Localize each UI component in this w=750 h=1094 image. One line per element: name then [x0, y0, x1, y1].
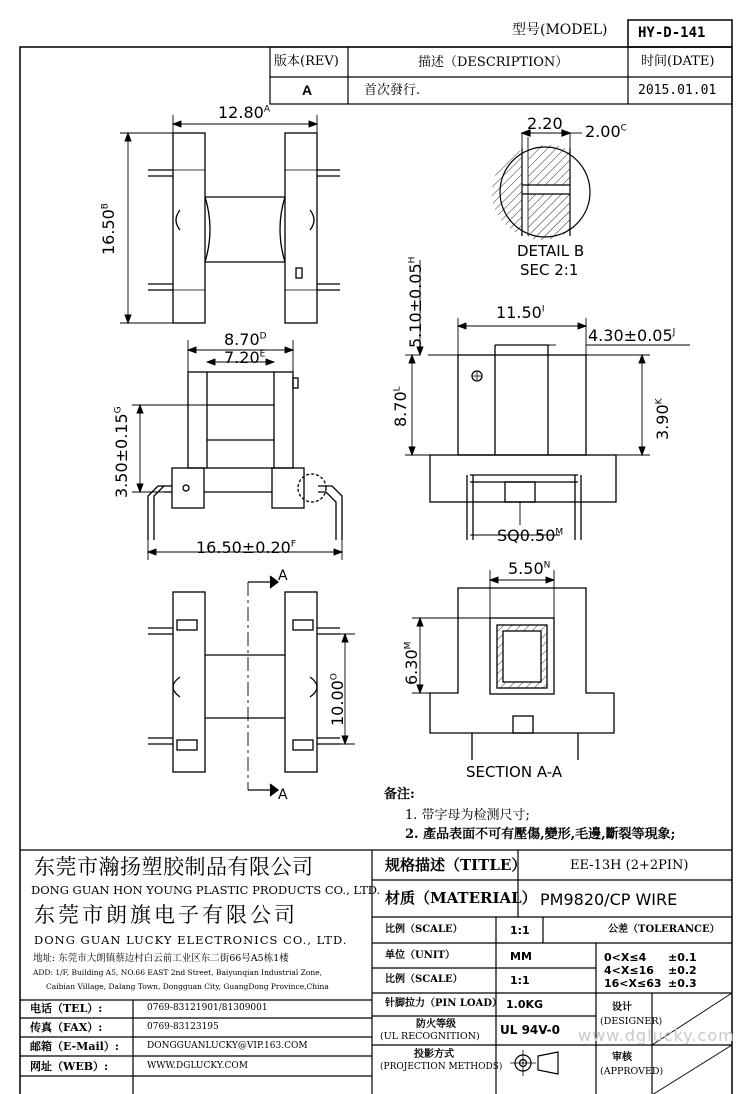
title-value: EE-13H (2+2PIN) — [570, 858, 689, 873]
scale-value: 1:1 — [510, 924, 530, 937]
watermark: www.dglucky.com — [578, 1026, 735, 1045]
title-label: 规格描述（TITLE） — [385, 856, 527, 874]
desc-value: 首次發行. — [364, 83, 421, 98]
dim-side-sq: $SQ0.50^M$ — [497, 526, 564, 545]
dim-section-w: $5.50^N$ — [508, 559, 551, 578]
rev-header: 版本(REV) — [274, 54, 339, 69]
dim-side-vertical: $5.10\pm 0.05^H$ — [406, 256, 425, 348]
company-en1: DONG GUAN HON YOUNG PLASTIC PRODUCTS CO., LTD. — [31, 883, 381, 897]
tol3-range: 16<X≤63 — [604, 977, 662, 990]
rev-value: A — [302, 82, 313, 98]
marker-i: I — [541, 304, 545, 315]
designer-label2: (DESIGNER) — [600, 1016, 663, 1027]
section-marker-bottom: A — [278, 787, 288, 803]
marker-k: K — [654, 398, 665, 405]
fax-value: 0769-83123195 — [147, 1022, 219, 1032]
company-cn2: 东莞市朗旗电子有限公司 — [34, 903, 298, 927]
top-view — [148, 133, 340, 323]
scale-label: 比例（SCALE） — [385, 924, 463, 935]
projection-symbol-icon — [510, 1050, 558, 1076]
top-view-dims — [120, 115, 317, 323]
section-title: SECTION A-A — [466, 763, 563, 781]
dim-side-w2: $4.30\pm 0.05^J$ — [588, 326, 676, 345]
dim-front-w1: $8.70^D$ — [224, 330, 267, 349]
web-label: 网址（WEB）: — [30, 1060, 109, 1073]
tol1-range: 0<X≤4 — [604, 951, 647, 964]
marker-b: B — [100, 203, 111, 210]
dim-side-h2: $3.90^K$ — [653, 398, 672, 440]
company-cn1: 东莞市瀚扬塑胶制品有限公司 — [34, 855, 314, 879]
date-value: 2015.01.01 — [638, 83, 717, 98]
material-value: PM9820/CP WIRE — [540, 890, 678, 909]
web-value[interactable]: WWW.DGLUCKY.COM — [147, 1061, 249, 1071]
unit-label: 单位（UNIT） — [385, 950, 455, 961]
projection-label2: (PROJECTION METHODS) — [380, 1062, 503, 1072]
dim-front-h: $3.50\pm 0.15^G$ — [112, 406, 131, 498]
side-view — [430, 345, 616, 540]
tol2-value: ±0.2 — [668, 964, 697, 977]
marker-j: J — [672, 327, 676, 338]
material-label: 材质（MATERIAL） — [385, 889, 537, 907]
model-label: 型号(MODEL) — [512, 22, 608, 38]
approved-label1: 审核 — [612, 1052, 632, 1063]
marker-d: D — [259, 331, 267, 342]
scale2-value: 1:1 — [510, 974, 530, 987]
notes-line1: 1. 带字母为检测尺寸; — [405, 808, 530, 823]
dim-top-height: $16.50^B$ — [99, 203, 118, 255]
company-addr-cn: 地址: 东莞市大朗镇蔡边村白云前工业区东二街66号A5栋1楼 — [33, 953, 289, 964]
marker-g: G — [113, 406, 124, 414]
marker-h: H — [407, 256, 418, 264]
detail-title: DETAIL B — [517, 242, 585, 260]
tel-value: 0769-83121901/81309001 — [147, 1003, 268, 1013]
desc-header: 描述（DESCRIPTION） — [418, 55, 569, 70]
dim-detail-w1: 2.20 — [527, 114, 563, 133]
tol3-value: ±0.3 — [668, 977, 697, 990]
detail-scale: SEC 2:1 — [520, 261, 579, 279]
email-value[interactable]: DONGGUANLUCKY@VIP.163.COM — [147, 1041, 308, 1051]
fire-label2: (UL RECOGNITION) — [380, 1031, 480, 1042]
detail-b-view — [492, 130, 590, 240]
notes-title: 备注: — [384, 787, 415, 802]
fax-label: 传真（FAX）: — [30, 1021, 103, 1034]
dim-detail-w2: $2.00^C$ — [585, 122, 627, 141]
front-view — [148, 372, 342, 540]
marker-m: M — [555, 527, 564, 538]
fire-value: UL 94V-0 — [500, 1023, 561, 1037]
bottom-view — [148, 576, 340, 796]
email-label: 邮箱（E-Mail）: — [30, 1040, 119, 1053]
tel-label: 电话（TEL）: — [30, 1002, 103, 1015]
projection-label1: 投影方式 — [414, 1049, 454, 1060]
marker-c: C — [620, 123, 627, 134]
company-en2: DONG GUAN LUCKY ELECTRONICS CO., LTD. — [34, 933, 348, 947]
marker-e: E — [259, 349, 266, 360]
marker-l: L — [392, 386, 403, 392]
dim-front-w2: $7.20^E$ — [224, 348, 266, 367]
scale2-label: 比例（SCALE） — [385, 974, 463, 985]
section-view — [430, 588, 614, 760]
date-header: 时间(DATE) — [641, 54, 715, 69]
dim-side-w: $11.50^I$ — [496, 303, 545, 322]
tol1-value: ±0.1 — [668, 951, 697, 964]
approved-label2: (APPROVED) — [600, 1066, 664, 1077]
dim-front-bottom: $16.50\pm 0.20^F$ — [196, 538, 297, 557]
model-value: HY-D-141 — [638, 25, 706, 41]
dim-side-h1: $8.70^L$ — [391, 386, 410, 427]
dim-bottom-h: $10.00^O$ — [328, 673, 347, 726]
dim-section-h: $6.30^M$ — [402, 641, 421, 685]
pinload-value: 1.0KG — [506, 998, 544, 1011]
company-addr-en2: Caibian Village, Dalang Town, Dongguan City, GuangDong Province,China — [46, 982, 329, 991]
marker-m2: M — [403, 641, 414, 650]
front-view-dims — [132, 340, 342, 560]
marker-a: A — [263, 104, 270, 115]
tol2-range: 4<X≤16 — [604, 964, 654, 977]
tolerance-label: 公差（TOLERANCE） — [608, 924, 720, 935]
designer-label1: 设计 — [612, 1002, 632, 1013]
marker-o: O — [329, 673, 340, 681]
notes-line2: 2. 產品表面不可有壓傷,變形,毛邊,斷裂等現象; — [405, 827, 676, 842]
unit-value: MM — [510, 950, 532, 963]
pinload-label: 针脚拉力（PIN LOAD） — [385, 998, 502, 1009]
fire-label1: 防火等级 — [416, 1019, 456, 1030]
marker-f: F — [290, 539, 297, 550]
marker-n: N — [543, 560, 551, 571]
company-addr-en1: ADD: 1/F, Building A5, NO.66 EAST 2nd Street, Baiyunqian Industrial Zone, — [33, 968, 323, 977]
dim-top-width: $12.80^A$ — [218, 103, 270, 122]
section-marker-top: A — [278, 568, 288, 584]
